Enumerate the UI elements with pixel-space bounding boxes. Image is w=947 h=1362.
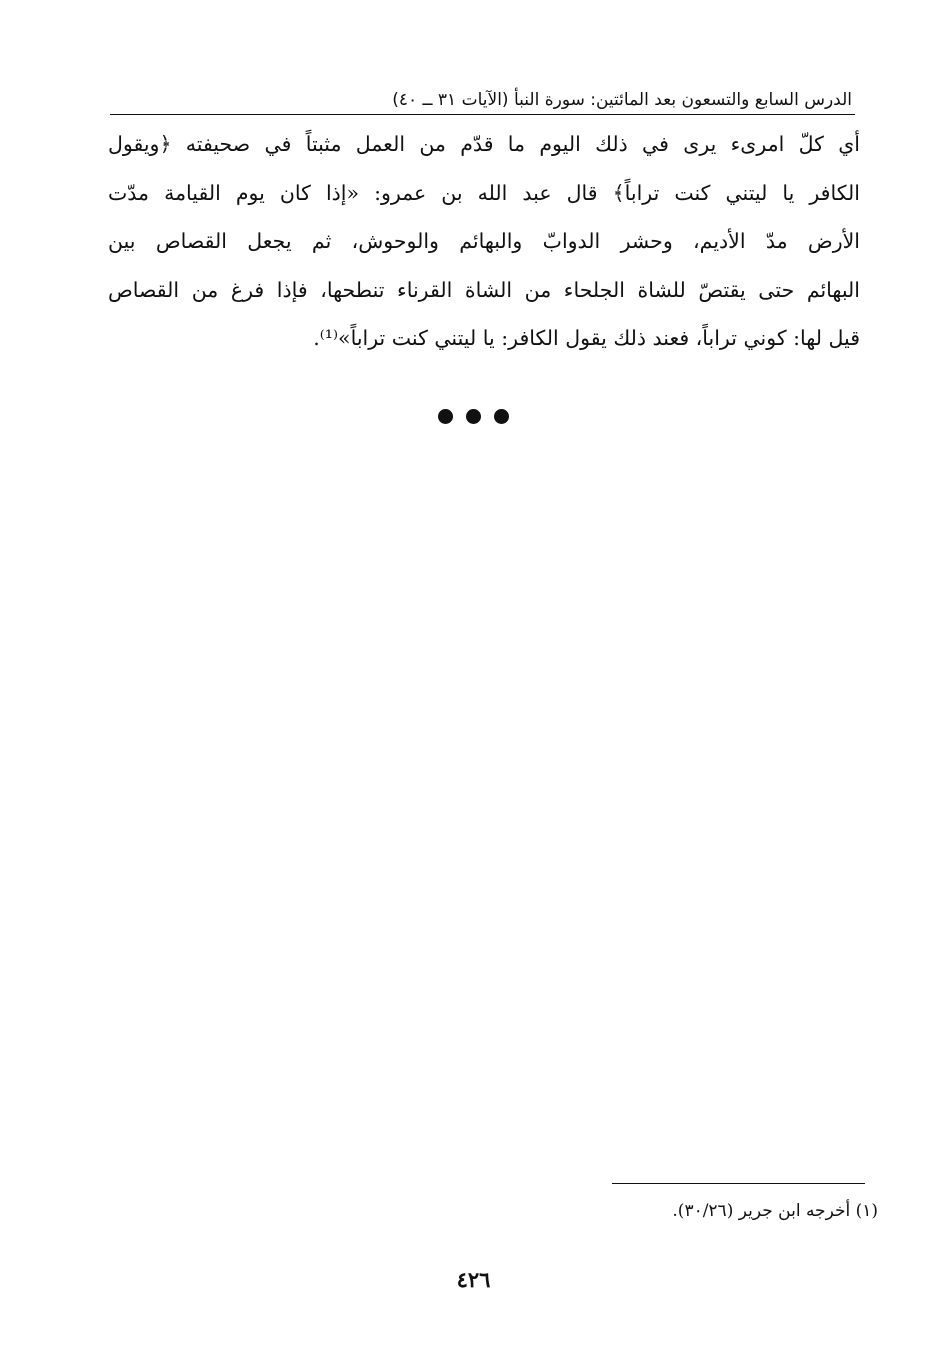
running-header: الدرس السابع والتسعون بعد المائتين: سورة النبأ (الآيات ٣١ ــ ٤٠) — [392, 90, 852, 110]
body-line: قيل لها: كوني تراباً، فعند ذلك يقول الكافر: يا ليتني كنت تراباً»⁽¹⁾. — [313, 326, 860, 350]
body-text — [108, 120, 860, 363]
body-line: البهائم حتى يقتصّ للشاة الجلحاء من الشاة القرناء تنطحها، فإذا فرغ من القصاص — [108, 277, 860, 302]
page-number: ٤٢٦ — [456, 1267, 491, 1292]
body-line: الأرض مدّ الأديم، وحشر الدوابّ والبهائم والوحوش، ثم يجعل القصاص بين — [108, 229, 860, 253]
section-separator — [0, 398, 947, 434]
separator-dot — [494, 409, 509, 424]
separator-dot — [438, 409, 453, 424]
body-line: أي كلّ امرىء يرى في ذلك اليوم ما قدّم من العمل مثبتاً في صحيفته ﴿ويقول — [108, 132, 860, 156]
separator-dot — [466, 409, 481, 424]
footnote: (١) أخرجه ابن جرير (٣٠/٢٦). — [672, 1201, 878, 1221]
header-rule — [110, 114, 855, 115]
body-line: الكافر يا ليتني كنت تراباً﴾ قال عبد الله بن عمرو: «إذا كان يوم القيامة مدّت — [108, 180, 860, 205]
footnote-rule — [612, 1183, 865, 1184]
